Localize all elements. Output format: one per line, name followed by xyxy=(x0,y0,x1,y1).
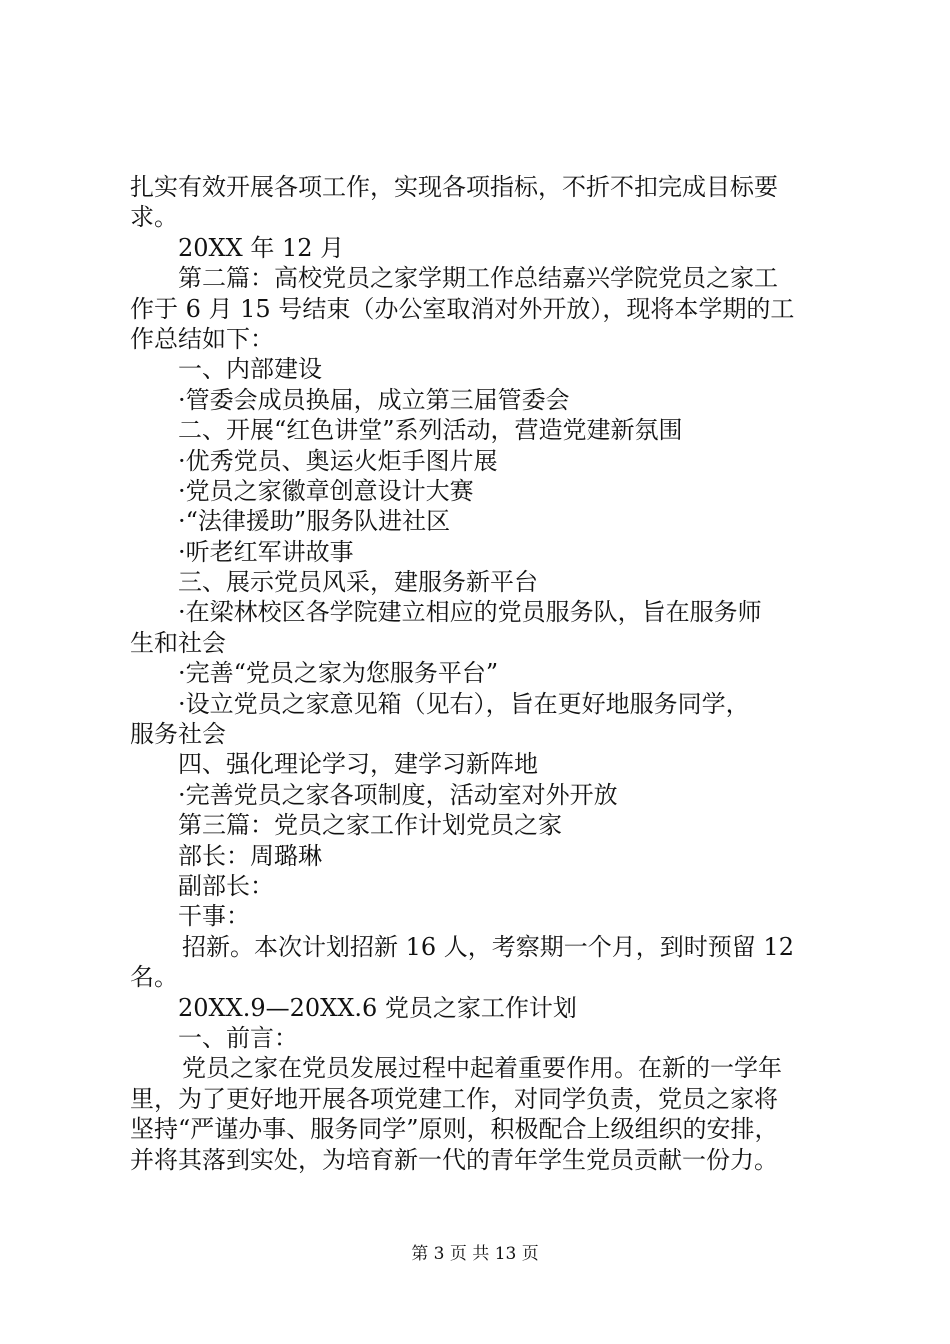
bullet-item: ·优秀党员、奥运火炬手图片展 xyxy=(178,446,498,475)
subheading: 三、展示党员风采，建服务新平台 xyxy=(178,568,538,597)
bullet-item: ·管委会成员换届，成立第三届管委会 xyxy=(178,385,570,414)
text-line: 招新。本次计划招新 16 人，考察期一个月，到时预留 12 xyxy=(182,932,794,961)
text-line: 党员之家在党员发展过程中起着重要作用。在新的一学年 xyxy=(182,1054,782,1083)
text-line: 作总结如下： xyxy=(130,324,274,353)
page-footer: 第 3 页 共 13 页 xyxy=(411,1244,539,1264)
subheading: 二、开展“红色讲堂”系列活动，营造党建新氛围 xyxy=(178,416,683,445)
document-body xyxy=(130,172,835,1175)
plan-title: 20XX.9—20XX.6 党员之家工作计划 xyxy=(178,993,577,1022)
date-line: 20XX 年 12 月 xyxy=(178,233,345,262)
text-line: 服务社会 xyxy=(130,720,226,749)
bullet-item: ·完善“党员之家为您服务平台” xyxy=(178,659,499,688)
text-line: 求。 xyxy=(130,203,178,232)
text-line: 坚持“严谨办事、服务同学”原则，积极配合上级组织的安排， xyxy=(130,1115,779,1144)
subheading: 一、内部建设 xyxy=(178,355,322,384)
text-line: 作于 6 月 15 号结束（办公室取消对外开放），现将本学期的工 xyxy=(130,294,795,323)
text-line: 名。 xyxy=(130,963,178,992)
subheading: 一、前言： xyxy=(178,1023,298,1052)
text-line: 干事： xyxy=(178,902,250,931)
text-line: 并将其落到实处，为培育新一代的青年学生党员贡献一份力。 xyxy=(130,1145,778,1174)
section-heading: 第二篇：高校党员之家学期工作总结嘉兴学院党员之家工 xyxy=(178,264,778,293)
text-line: 扎实有效开展各项工作，实现各项指标，不折不扣完成目标要 xyxy=(130,173,778,201)
text-line: 里，为了更好地开展各项党建工作，对同学负责，党员之家将 xyxy=(130,1084,778,1113)
bullet-item: ·“法律援助”服务队进社区 xyxy=(178,507,451,536)
text-line: 生和社会 xyxy=(130,628,226,657)
bullet-item: ·设立党员之家意见箱（见右），旨在更好地服务同学， xyxy=(178,689,750,718)
subheading: 四、强化理论学习，建学习新阵地 xyxy=(178,750,538,779)
bullet-item: ·听老红军讲故事 xyxy=(178,537,354,566)
bullet-item: ·党员之家徽章创意设计大赛 xyxy=(178,476,474,505)
text-line: 副部长： xyxy=(178,871,274,900)
bullet-item: ·在梁林校区各学院建立相应的党员服务队，旨在服务师 xyxy=(178,598,762,627)
section-heading: 第三篇：党员之家工作计划党员之家 xyxy=(178,811,562,840)
bullet-item: ·完善党员之家各项制度，活动室对外开放 xyxy=(178,780,618,809)
text-line: 部长：周璐琳 xyxy=(178,841,322,870)
